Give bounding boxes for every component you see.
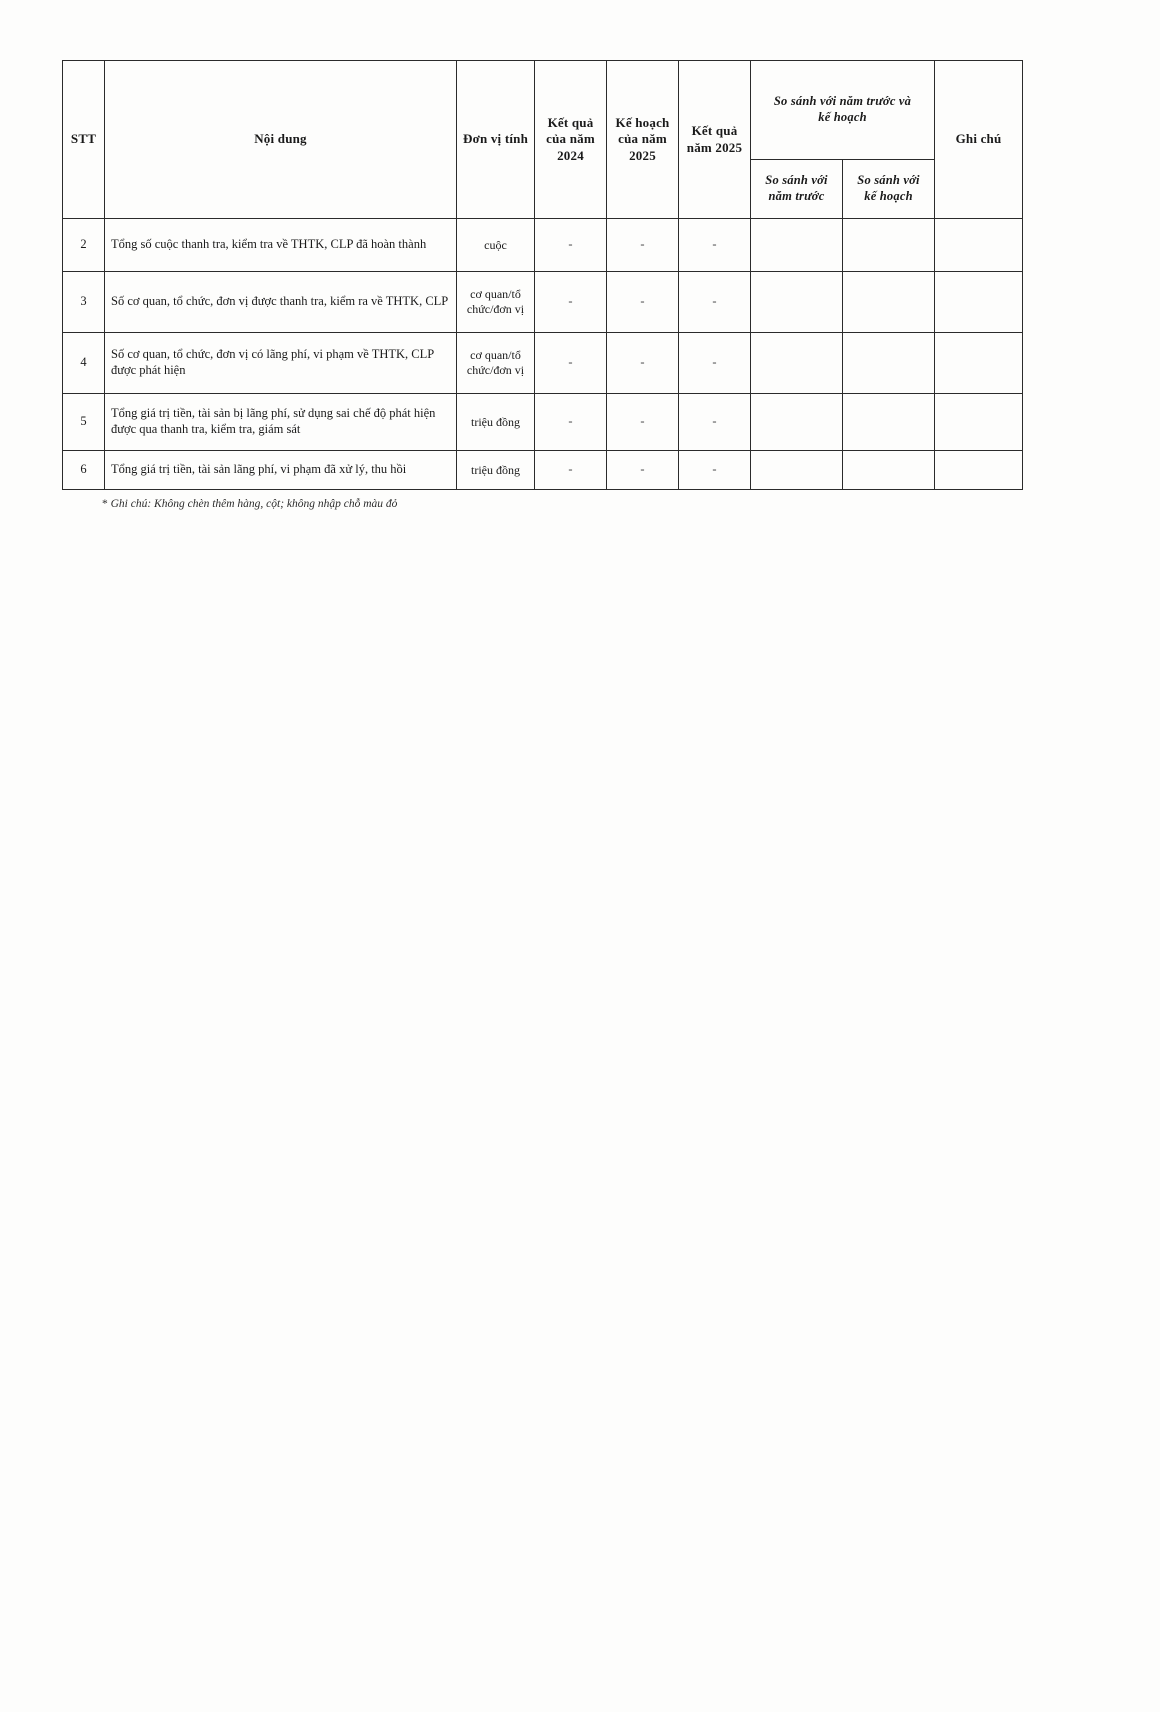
footnote-text: Ghi chú: Không chèn thêm hàng, cột; không nhập chỗ màu đỏ bbox=[110, 498, 398, 510]
header-ke-hoach-2025-line2: của năm bbox=[618, 131, 667, 147]
cell-ghi-chu bbox=[935, 394, 1023, 451]
cell-so-sanh-ke-hoach bbox=[843, 451, 935, 490]
header-ket-qua-2025-line1: Kết quả bbox=[691, 123, 738, 139]
cell-don-vi-tinh: triệu đồng bbox=[457, 451, 535, 490]
header-so-sanh-nam-truoc-line1: So sánh với bbox=[765, 173, 828, 188]
table-row bbox=[63, 394, 1023, 451]
cell-ket-qua-2024: - bbox=[535, 333, 607, 394]
header-so-sanh-ke-hoach-line1: So sánh với bbox=[857, 173, 920, 188]
cell-so-sanh-nam-truoc bbox=[751, 394, 843, 451]
cell-ket-qua-2024: - bbox=[535, 451, 607, 490]
cell-ke-hoach-2025: - bbox=[607, 451, 679, 490]
cell-ket-qua-2025: - bbox=[679, 451, 751, 490]
cell-noi-dung: Số cơ quan, tổ chức, đơn vị có lãng phí, vi phạm về THTK, CLP được phát hiện bbox=[105, 333, 457, 394]
cell-so-sanh-nam-truoc bbox=[751, 333, 843, 394]
cell-stt: 3 bbox=[63, 272, 105, 333]
report-table bbox=[62, 60, 1023, 490]
cell-noi-dung: Tổng số cuộc thanh tra, kiểm tra về THTK, CLP đã hoàn thành bbox=[105, 219, 457, 272]
cell-noi-dung: Tổng giá trị tiền, tài sản bị lãng phí, sử dụng sai chế độ phát hiện được qua thanh tra, kiểm tra, giám sát bbox=[105, 394, 457, 451]
header-ket-qua-2024 bbox=[535, 61, 607, 219]
cell-don-vi-tinh: cuộc bbox=[457, 219, 535, 272]
cell-so-sanh-nam-truoc bbox=[751, 451, 843, 490]
header-don-vi-tinh: Đơn vị tính bbox=[457, 61, 535, 219]
cell-don-vi-tinh: cơ quan/tổ chức/đơn vị bbox=[457, 333, 535, 394]
cell-stt: 5 bbox=[63, 394, 105, 451]
cell-stt: 6 bbox=[63, 451, 105, 490]
table-row bbox=[63, 451, 1023, 490]
header-so-sanh-group bbox=[751, 61, 935, 160]
header-ke-hoach-2025 bbox=[607, 61, 679, 219]
cell-so-sanh-ke-hoach bbox=[843, 272, 935, 333]
cell-ghi-chu bbox=[935, 333, 1023, 394]
footnote bbox=[102, 498, 1082, 510]
cell-stt: 4 bbox=[63, 333, 105, 394]
cell-ke-hoach-2025: - bbox=[607, 219, 679, 272]
header-ket-qua-2024-line3: 2024 bbox=[557, 147, 584, 163]
header-so-sanh-group-line2: kế hoạch bbox=[818, 110, 867, 124]
header-so-sanh-nam-truoc bbox=[751, 160, 843, 219]
header-stt: STT bbox=[63, 61, 105, 219]
cell-ket-qua-2025: - bbox=[679, 219, 751, 272]
cell-ket-qua-2025: - bbox=[679, 333, 751, 394]
header-ghi-chu: Ghi chú bbox=[935, 61, 1023, 219]
cell-so-sanh-ke-hoach bbox=[843, 333, 935, 394]
report-sheet bbox=[62, 60, 1082, 510]
cell-ke-hoach-2025: - bbox=[607, 394, 679, 451]
cell-ket-qua-2024: - bbox=[535, 394, 607, 451]
cell-don-vi-tinh: cơ quan/tổ chức/đơn vị bbox=[457, 272, 535, 333]
table-body bbox=[63, 219, 1023, 490]
header-ket-qua-2024-line2: của năm bbox=[546, 131, 595, 147]
header-so-sanh-nam-truoc-line2: năm trước bbox=[768, 189, 825, 203]
header-noi-dung: Nội dung bbox=[105, 61, 457, 219]
cell-ghi-chu bbox=[935, 272, 1023, 333]
cell-ket-qua-2024: - bbox=[535, 272, 607, 333]
header-ke-hoach-2025-line1: Kế hoạch bbox=[615, 115, 670, 131]
cell-so-sanh-ke-hoach bbox=[843, 219, 935, 272]
cell-so-sanh-nam-truoc bbox=[751, 272, 843, 333]
table-row bbox=[63, 272, 1023, 333]
header-so-sanh-ke-hoach bbox=[843, 160, 935, 219]
table-row bbox=[63, 333, 1023, 394]
footnote-marker: * bbox=[102, 498, 108, 510]
cell-ke-hoach-2025: - bbox=[607, 333, 679, 394]
cell-stt: 2 bbox=[63, 219, 105, 272]
cell-noi-dung: Số cơ quan, tổ chức, đơn vị được thanh tra, kiểm ra về THTK, CLP bbox=[105, 272, 457, 333]
table-row bbox=[63, 219, 1023, 272]
cell-ghi-chu bbox=[935, 219, 1023, 272]
header-ket-qua-2025 bbox=[679, 61, 751, 219]
table-header bbox=[63, 61, 1023, 219]
cell-so-sanh-nam-truoc bbox=[751, 219, 843, 272]
cell-ghi-chu bbox=[935, 451, 1023, 490]
cell-noi-dung: Tổng giá trị tiền, tài sản lãng phí, vi phạm đã xử lý, thu hồi bbox=[105, 451, 457, 490]
cell-ket-qua-2025: - bbox=[679, 394, 751, 451]
cell-ke-hoach-2025: - bbox=[607, 272, 679, 333]
header-ke-hoach-2025-line3: 2025 bbox=[629, 147, 656, 163]
cell-so-sanh-ke-hoach bbox=[843, 394, 935, 451]
header-so-sanh-group-line1: So sánh với năm trước và bbox=[773, 94, 912, 109]
cell-ket-qua-2025: - bbox=[679, 272, 751, 333]
header-ket-qua-2024-line1: Kết quả bbox=[547, 115, 594, 131]
cell-ket-qua-2024: - bbox=[535, 219, 607, 272]
header-ket-qua-2025-line2: năm 2025 bbox=[686, 139, 743, 155]
cell-don-vi-tinh: triệu đồng bbox=[457, 394, 535, 451]
header-so-sanh-ke-hoach-line2: kế hoạch bbox=[864, 189, 913, 203]
